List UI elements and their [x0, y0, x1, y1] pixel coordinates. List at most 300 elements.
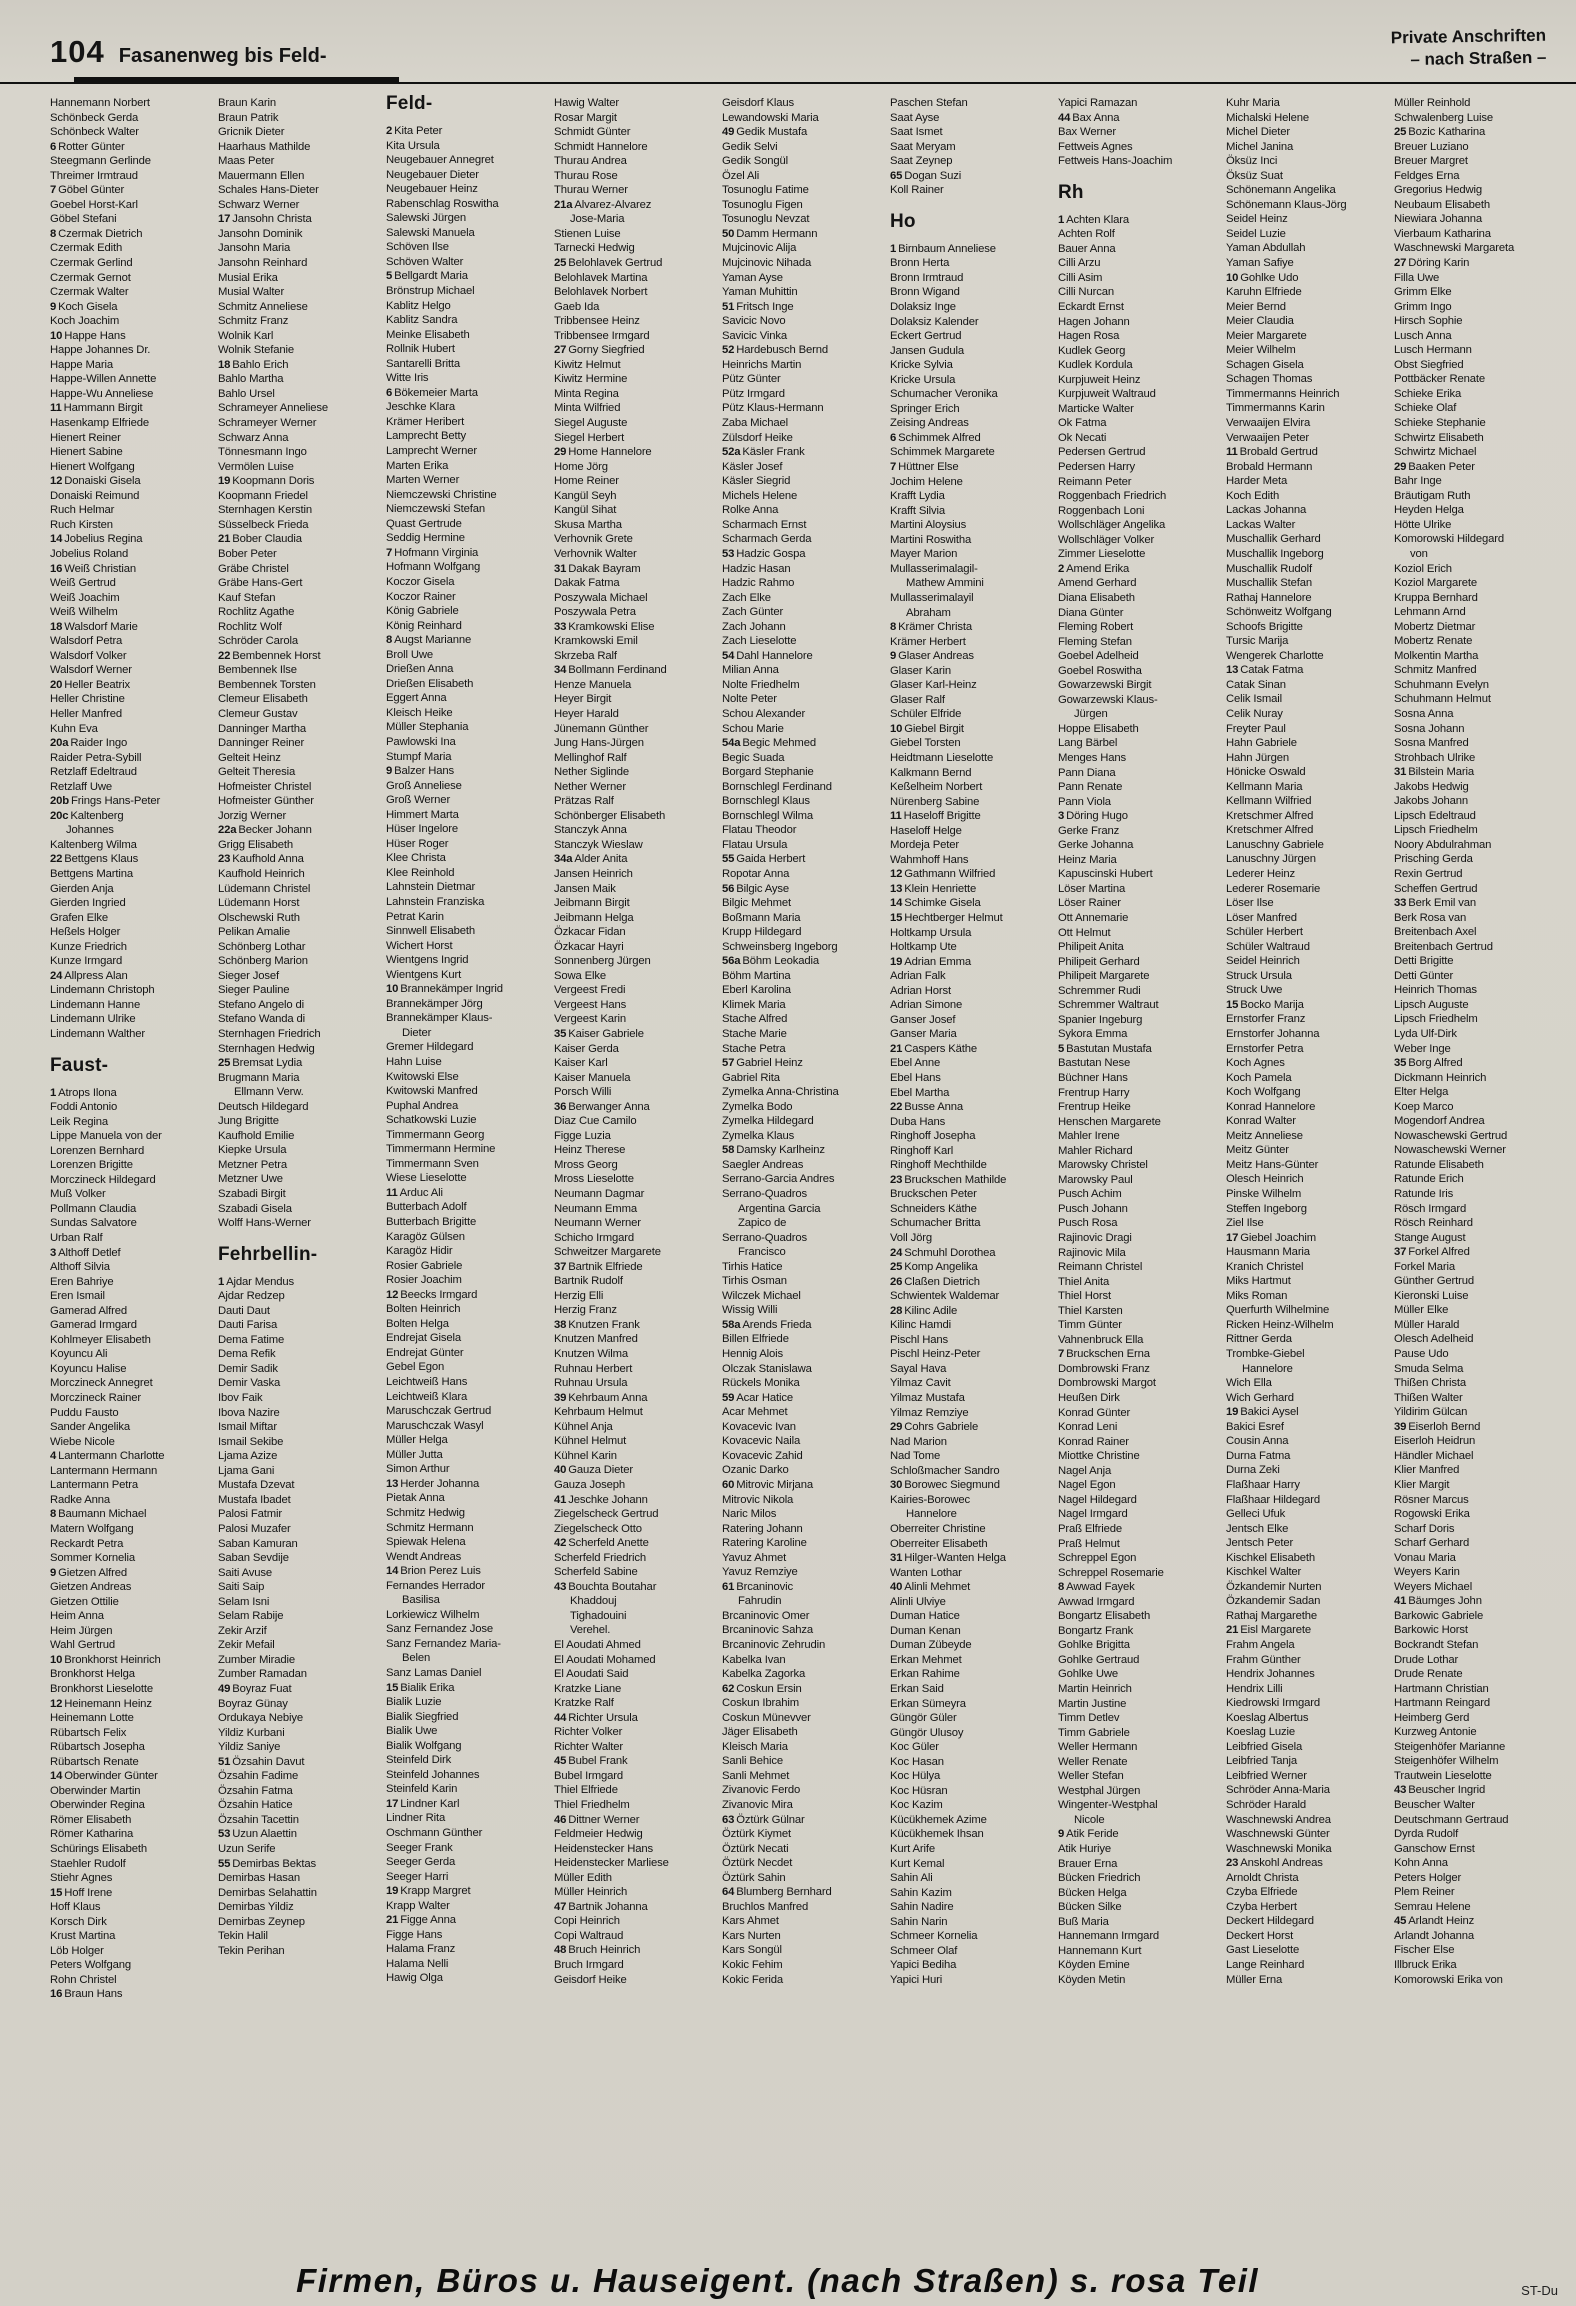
- directory-entry: Acar Mehmet: [722, 1406, 788, 1419]
- directory-entry: 17 Lindner Karl: [386, 1797, 460, 1810]
- directory-entry: Marten Erika: [386, 459, 449, 472]
- directory-entry: Arlandt Johanna: [1394, 1929, 1475, 1942]
- directory-entry: Puddu Fausto: [50, 1406, 119, 1419]
- directory-entry: Bartnik Rudolf: [554, 1275, 623, 1288]
- directory-entry: Drießen Elisabeth: [386, 677, 474, 690]
- directory-entry: Schieke Erika: [1394, 387, 1462, 400]
- directory-entry: Thißen Walter: [1394, 1391, 1463, 1404]
- house-number: 21: [386, 1914, 399, 1927]
- footer-corner-label: ST-Du: [1521, 2283, 1558, 2298]
- directory-entry: Pause Udo: [1394, 1348, 1449, 1361]
- directory-entry: Ganser Josef: [890, 1013, 956, 1026]
- house-number: 51: [722, 300, 735, 313]
- directory-entry: Oberwinder Martin: [50, 1784, 141, 1797]
- directory-entry: Bruchlos Manfred: [722, 1900, 809, 1913]
- directory-entry: Zekir Mefail: [218, 1639, 275, 1652]
- directory-entry: Verhovnik Grete: [554, 533, 633, 546]
- directory-entry: Eckardt Ernst: [1058, 301, 1124, 314]
- directory-entry: Thiel Anita: [1058, 1275, 1110, 1288]
- directory-entry: Milian Anna: [722, 664, 779, 677]
- directory-entry: Endrejat Günter: [386, 1346, 464, 1359]
- directory-entry: 36 Berwanger Anna: [554, 1100, 650, 1113]
- directory-entry: Poszywala Michael: [554, 591, 648, 604]
- directory-entry: Philipeit Margarete: [1058, 970, 1150, 983]
- directory-entry: Menges Hans: [1058, 751, 1127, 764]
- directory-entry: Sykora Emma: [1058, 1028, 1128, 1041]
- directory-entry: Wich Gerhard: [1226, 1391, 1294, 1404]
- directory-entry: Philipeit Gerhard: [1058, 955, 1140, 968]
- directory-entry: Sahin Narin: [890, 1915, 948, 1928]
- directory-entry: Knutzen Manfred: [554, 1333, 638, 1346]
- directory-entry: Radke Anna: [50, 1493, 111, 1506]
- directory-entry: Drude Renate: [1394, 1668, 1463, 1681]
- directory-entry: Ruch Kirsten: [50, 518, 113, 531]
- directory-entry: Konrad Hannelore: [1226, 1100, 1316, 1113]
- directory-entry: Kurzweg Antonie: [1394, 1726, 1477, 1739]
- directory-entry: Lackas Johanna: [1226, 504, 1307, 517]
- directory-entry: 22 Busse Anna: [890, 1101, 964, 1114]
- directory-entry: Wientgens Kurt: [386, 968, 462, 981]
- directory-entry: Hartmann Reingard: [1394, 1697, 1491, 1710]
- directory-entry: Pusch Achim: [1058, 1188, 1122, 1201]
- directory-entry: 24 Schmuhl Dorothea: [890, 1246, 996, 1259]
- directory-entry: Leichtweiß Hans: [386, 1376, 468, 1389]
- directory-entry: Wollschläger Volker: [1058, 533, 1155, 546]
- directory-entry: Koc Kazim: [890, 1799, 943, 1812]
- directory-entry: Schmitz Hedwig: [386, 1506, 465, 1519]
- directory-entry: Seidel Heinz: [1226, 213, 1288, 226]
- page-number: 104: [50, 34, 105, 69]
- house-number: 14: [50, 533, 63, 546]
- directory-entry: Rolke Anna: [722, 504, 779, 517]
- directory-entry: Mustafa Ibadet: [218, 1493, 291, 1506]
- directory-entry: 27 Gorny Siegfried: [554, 344, 645, 357]
- directory-entry: 34 Bollmann Ferdinand: [554, 664, 667, 677]
- directory-entry: Kudlek Kordula: [1058, 359, 1133, 372]
- page-footer: [0, 2262, 1576, 2304]
- directory-entry: Pütz Irmgard: [722, 387, 785, 400]
- directory-entry: Händler Michael: [1394, 1449, 1474, 1462]
- directory-entry-continuation: Verehel.: [570, 1624, 611, 1637]
- directory-entry: Serrano-Garcia Andres: [722, 1173, 835, 1186]
- directory-entry: 41 Jeschke Johann: [554, 1493, 648, 1506]
- house-number: 39: [1394, 1420, 1407, 1433]
- house-number: 31: [554, 562, 567, 575]
- house-number: 4: [50, 1450, 57, 1463]
- directory-entry: Ruch Helmar: [50, 504, 115, 517]
- directory-entry: Süsselbeck Frieda: [218, 518, 309, 531]
- directory-entry: 1 Atrops Ilona: [50, 1086, 117, 1099]
- directory-entry: Vahnenbruck Ella: [1058, 1333, 1144, 1346]
- house-number: 1: [890, 242, 897, 255]
- house-number: 9: [50, 300, 57, 313]
- directory-entry: Lüdemann Christel: [218, 882, 311, 895]
- directory-entry: Miks Roman: [1226, 1289, 1288, 1302]
- directory-entry: Fettweis Hans-Joachim: [1058, 155, 1173, 168]
- directory-entry: Struck Ursula: [1226, 969, 1292, 982]
- directory-entry: Hawig Olga: [386, 1972, 443, 1985]
- directory-entry: Plem Reiner: [1394, 1886, 1455, 1899]
- house-number: 29: [554, 446, 567, 459]
- directory-entry: Ljama Azize: [218, 1450, 278, 1463]
- directory-entry: 6 Schimmek Alfred: [890, 431, 981, 444]
- directory-entry: Dombrowski Margot: [1058, 1377, 1156, 1390]
- directory-entry: Saegler Andreas: [722, 1158, 804, 1171]
- directory-entry: Leibfried Gisela: [1226, 1740, 1303, 1753]
- directory-entry: Lusch Hermann: [1394, 344, 1472, 357]
- directory-entry: Bahlo Ursel: [218, 387, 275, 400]
- directory-entry: Ordukaya Nebiye: [218, 1712, 304, 1725]
- directory-entry: Bongartz Frank: [1058, 1624, 1134, 1637]
- directory-entry: Fernandes Herrador: [386, 1579, 486, 1592]
- directory-entry: Koch Wolfgang: [1226, 1086, 1301, 1099]
- directory-entry: Bücken Silke: [1058, 1901, 1122, 1914]
- directory-entry: Heller Manfred: [50, 707, 122, 720]
- directory-entry: Lanuschny Jürgen: [1226, 853, 1316, 866]
- directory-entry: Smuda Selma: [1394, 1362, 1464, 1375]
- directory-entry: Waschnewski Günter: [1226, 1828, 1330, 1841]
- house-number: 15: [890, 911, 903, 924]
- directory-entry: Nad Tome: [890, 1450, 941, 1463]
- directory-entry: Özel Ali: [722, 169, 760, 182]
- directory-entry: Schwarz Werner: [218, 198, 300, 211]
- directory-entry: Lorenzen Bernhard: [50, 1144, 145, 1157]
- house-number: 27: [1394, 257, 1407, 270]
- directory-entry-continuation: Zapico de: [738, 1217, 787, 1230]
- directory-entry: Brugmann Maria: [218, 1071, 300, 1084]
- directory-entry: Rochlitz Agathe: [218, 606, 295, 619]
- directory-entry: Czermak Gernot: [50, 271, 131, 284]
- directory-entry: Kudlek Georg: [1058, 344, 1126, 357]
- directory-entry: Vergeest Fredi: [554, 984, 626, 997]
- directory-entry: Krust Martina: [50, 1930, 116, 1943]
- directory-entry: Mauermann Ellen: [218, 169, 305, 182]
- directory-entry: Hötte Ulrike: [1394, 518, 1452, 531]
- directory-entry-continuation: Hannelore: [1242, 1362, 1293, 1375]
- house-number: 14: [50, 1770, 63, 1783]
- house-number: 13: [890, 882, 903, 895]
- directory-entry: Seidel Heinrich: [1226, 955, 1300, 968]
- directory-entry: Breitenbach Axel: [1394, 926, 1477, 939]
- directory-entry: Rathaj Margarethe: [1226, 1609, 1318, 1622]
- directory-entry: Lederer Rosemarie: [1226, 882, 1321, 895]
- directory-entry: Breitenbach Gertrud: [1394, 940, 1493, 953]
- directory-entry: Muschallik Rudolf: [1226, 562, 1312, 575]
- directory-entry: Miottke Christine: [1058, 1450, 1140, 1463]
- directory-entry: Santarelli Britta: [386, 357, 461, 370]
- directory-entry-continuation: Argentina Garcia: [738, 1202, 821, 1215]
- directory-entry: Pedersen Harry: [1058, 461, 1136, 474]
- directory-entry: 26 Claßen Dietrich: [890, 1275, 980, 1288]
- directory-entry: Figge Hans: [386, 1928, 443, 1941]
- directory-entry-continuation: Fahrudin: [738, 1595, 782, 1608]
- directory-entry: Savicic Novo: [722, 315, 786, 328]
- directory-entry: Mobertz Dietmar: [1394, 620, 1476, 633]
- directory-entry: Flaßhaar Harry: [1226, 1478, 1300, 1491]
- directory-entry: Ziel Ilse: [1226, 1217, 1264, 1230]
- directory-entry: Kablitz Sandra: [386, 314, 458, 327]
- directory-column: [554, 96, 716, 2002]
- directory-entry: Cilli Nurcan: [1058, 286, 1114, 299]
- directory-entry: Adrian Horst: [890, 984, 951, 997]
- directory-entry: Koc Hüsran: [890, 1784, 948, 1797]
- directory-entry: Selam Rabije: [218, 1610, 284, 1623]
- directory-entry: 61 Brcaninovic: [722, 1580, 794, 1593]
- house-number: 36: [554, 1100, 567, 1113]
- directory-entry: Sieger Pauline: [218, 984, 290, 997]
- directory-entry: Kleisch Heike: [386, 706, 453, 719]
- directory-entry: Celik Nuray: [1226, 707, 1283, 720]
- directory-entry: 5 Bastutan Mustafa: [1058, 1042, 1152, 1055]
- directory-entry: Adrian Simone: [890, 999, 963, 1012]
- directory-entry: 11 Haseloff Brigitte: [890, 810, 981, 823]
- directory-entry: 39 Kehrbaum Anna: [554, 1391, 648, 1404]
- directory-entry: 14 Schimke Gisela: [890, 897, 981, 910]
- directory-entry: Sosna Anna: [1394, 707, 1454, 720]
- directory-entry: Ok Fatma: [1058, 417, 1107, 430]
- directory-entry: Sinnwell Elisabeth: [386, 925, 475, 938]
- directory-entry: Steigenhöfer Wilhelm: [1394, 1755, 1499, 1768]
- directory-entry: Marowsky Paul: [1058, 1173, 1133, 1186]
- directory-entry: 4 Lantermann Charlotte: [50, 1450, 165, 1463]
- directory-entry: Frentrup Heike: [1058, 1101, 1131, 1114]
- directory-entry: Kars Songül: [722, 1944, 782, 1957]
- directory-entry: Schmitz Anneliese: [218, 300, 308, 313]
- directory-entry: Schales Hans-Dieter: [218, 184, 319, 197]
- directory-entry: Saiti Avuse: [218, 1566, 273, 1579]
- directory-entry: Pottbäcker Renate: [1394, 373, 1486, 386]
- directory-entry: Palosi Fatmir: [218, 1508, 282, 1521]
- directory-entry: Weyers Michael: [1394, 1580, 1473, 1593]
- directory-entry: Marowsky Christel: [1058, 1159, 1148, 1172]
- directory-entry: Himmert Marta: [386, 808, 459, 821]
- house-number: 29: [1394, 460, 1407, 473]
- directory-entry: Seidel Luzie: [1226, 227, 1286, 240]
- directory-entry: Celik Ismail: [1226, 693, 1282, 706]
- directory-entry: 22 Bettgens Klaus: [50, 853, 139, 866]
- directory-entry: Niewiara Johanna: [1394, 213, 1483, 226]
- directory-entry: 21 Figge Anna: [386, 1914, 456, 1927]
- directory-entry: 40 Alinli Mehmet: [890, 1581, 971, 1594]
- directory-entry: 1 Ajdar Mendus: [218, 1275, 295, 1288]
- directory-entry: 44 Bax Anna: [1058, 111, 1120, 124]
- directory-entry: Nolte Friedhelm: [722, 678, 800, 691]
- directory-entry: 15 Hechtberger Helmut: [890, 911, 1003, 924]
- directory-entry: Sommer Kornelia: [50, 1552, 136, 1565]
- directory-entry: Minta Regina: [554, 387, 619, 400]
- directory-entry: Lindemann Hanne: [50, 998, 141, 1011]
- directory-column: [218, 96, 380, 2002]
- directory-entry: Kauf Stefan: [218, 591, 276, 604]
- house-number: 23: [218, 853, 231, 866]
- directory-entry: Schoofs Brigitte: [1226, 620, 1303, 633]
- directory-entry: Koczor Rainer: [386, 590, 456, 603]
- directory-entry: Barkowic Horst: [1394, 1624, 1468, 1637]
- directory-entry: Pusch Johann: [1058, 1202, 1128, 1215]
- directory-entry: Nagel Hildegard: [1058, 1493, 1137, 1506]
- directory-entry: Schmeer Kornelia: [890, 1930, 978, 1943]
- directory-entry: Niemczewski Christine: [386, 488, 497, 501]
- directory-entry: Krafft Silvia: [890, 504, 945, 517]
- directory-entry: 55 Gaida Herbert: [722, 853, 806, 866]
- house-number: 8: [50, 227, 57, 240]
- directory-entry: Ratunde Erich: [1394, 1173, 1464, 1186]
- directory-entry: Berk Rosa van: [1394, 911, 1467, 924]
- directory-entry: Schreppel Rosemarie: [1058, 1566, 1164, 1579]
- directory-entry: Ernstorfer Petra: [1226, 1042, 1304, 1055]
- directory-entry: Lewandowski Maria: [722, 111, 819, 124]
- directory-entry: Kühnel Anja: [554, 1420, 613, 1433]
- page-header: [0, 0, 1576, 76]
- house-number: 1: [218, 1275, 225, 1288]
- directory-entry: 24 Allpress Alan: [50, 969, 128, 982]
- house-number: 9: [386, 765, 393, 778]
- house-number: 11: [890, 810, 902, 823]
- directory-entry: Coskun Münevver: [722, 1711, 811, 1724]
- directory-entry: Wiese Lieselotte: [386, 1172, 467, 1185]
- house-number: 52a: [722, 446, 741, 459]
- directory-entry: Butterbach Brigitte: [386, 1216, 477, 1229]
- directory-entry: Happe Maria: [50, 358, 114, 371]
- house-number: 15: [386, 1681, 399, 1694]
- directory-entry: Tirhis Osman: [722, 1275, 787, 1288]
- directory-entry: Schöven Walter: [386, 255, 464, 268]
- house-number: 49: [722, 126, 735, 139]
- directory-entry: 33 Berk Emil van: [1394, 897, 1477, 910]
- directory-entry: Breuer Margret: [1394, 155, 1468, 168]
- directory-entry: Kohlmeyer Elisabeth: [50, 1333, 151, 1346]
- directory-entry: Praß Elfriede: [1058, 1522, 1122, 1535]
- directory-entry: Pütz Klaus-Hermann: [722, 402, 824, 415]
- directory-entry: Öztürk Necdet: [722, 1857, 793, 1870]
- house-number: 63: [722, 1813, 735, 1826]
- directory-entry: 7 Bruckschen Erna: [1058, 1348, 1150, 1361]
- directory-entry: Scharmach Gerda: [722, 533, 812, 546]
- directory-entry: Ismail Miftar: [218, 1421, 277, 1434]
- house-number: 49: [218, 1682, 231, 1695]
- directory-entry: Grimm Elke: [1394, 286, 1452, 299]
- directory-entry: Prätzas Ralf: [554, 795, 614, 808]
- directory-entry: Günther Gertrud: [1394, 1275, 1475, 1288]
- directory-entry: Gremer Hildegard: [386, 1041, 474, 1054]
- directory-entry: Gerke Johanna: [1058, 839, 1134, 852]
- directory-entry: Ratering Karoline: [722, 1537, 807, 1550]
- house-number: 31: [890, 1552, 903, 1565]
- directory-entry: Rösner Marcus: [1394, 1493, 1469, 1506]
- directory-entry: Kita Ursula: [386, 139, 440, 152]
- header-rule-bar: [74, 77, 399, 83]
- directory-entry: Schweinsberg Ingeborg: [722, 940, 838, 953]
- directory-entry: Glaser Karl-Heinz: [890, 679, 977, 692]
- directory-entry: Barkowic Gabriele: [1394, 1609, 1484, 1622]
- directory-entry: Hüser Ingelore: [386, 823, 458, 836]
- directory-entry: Köyden Metin: [1058, 1973, 1126, 1986]
- directory-entry: Hofmeister Günther: [218, 795, 314, 808]
- directory-entry: Zymelka Hildegard: [722, 1115, 814, 1128]
- directory-entry: Kaiser Karl: [554, 1057, 608, 1070]
- directory-entry: 20a Raider Ingo: [50, 737, 128, 750]
- directory-entry: Kischkel Elisabeth: [1226, 1551, 1315, 1564]
- directory-entry: Löser Martina: [1058, 882, 1126, 895]
- directory-entry: Schuhmann Evelyn: [1394, 678, 1489, 691]
- directory-entry: Fleming Robert: [1058, 621, 1134, 634]
- directory-entry: Kangül Seyh: [554, 489, 617, 502]
- directory-entry: Kovacevic Naila: [722, 1435, 801, 1448]
- directory-entry: Meier Claudia: [1226, 315, 1294, 328]
- directory-entry: Pann Viola: [1058, 795, 1111, 808]
- directory-entry: Stefano Angelo di: [218, 998, 305, 1011]
- directory-entry: Saat Zeynep: [890, 155, 953, 168]
- directory-entry: Brcaninovic Zehrudin: [722, 1638, 826, 1651]
- directory-entry: 64 Blumberg Bernhard: [722, 1886, 832, 1899]
- directory-entry: Mustafa Dzevat: [218, 1479, 295, 1492]
- directory-entry: Peters Wolfgang: [50, 1959, 132, 1972]
- directory-entry: Trautwein Lieselotte: [1394, 1769, 1492, 1782]
- directory-entry: Bembennek Ilse: [218, 664, 297, 677]
- directory-entry: Fettweis Agnes: [1058, 140, 1133, 153]
- house-number: 10: [50, 1653, 63, 1666]
- directory-entry: Jung Hans-Jürgen: [554, 737, 644, 750]
- directory-entry: Yapici Bediha: [890, 1959, 957, 1972]
- house-number: 7: [50, 184, 57, 197]
- directory-entry: Saat Meryam: [890, 140, 956, 153]
- directory-entry: Heller Christine: [50, 693, 125, 706]
- directory-entry: Zaba Michael: [722, 417, 789, 430]
- directory-entry: Cousin Anna: [1226, 1435, 1289, 1448]
- directory-entry: Czermak Edith: [50, 242, 123, 255]
- directory-entry: Sieger Josef: [218, 969, 279, 982]
- directory-entry: Schöven Ilse: [386, 241, 449, 254]
- directory-entry: Verwaaijen Peter: [1226, 431, 1310, 444]
- directory-entry: Stumpf Maria: [386, 750, 452, 763]
- directory-entry: 44 Richter Ursula: [554, 1711, 638, 1724]
- directory-entry: 51 Fritsch Inge: [722, 300, 794, 313]
- directory-entry: Sanz Lamas Daniel: [386, 1666, 482, 1679]
- directory-entry: Meitz Günter: [1226, 1144, 1289, 1157]
- directory-entry: Jung Brigitte: [218, 1115, 279, 1128]
- directory-entry: Vonau Maria: [1394, 1551, 1456, 1564]
- directory-entry: Timmermann Sven: [386, 1157, 479, 1170]
- directory-entry: Nagel Anja: [1058, 1464, 1112, 1477]
- directory-entry: Hirsch Sophie: [1394, 315, 1463, 328]
- directory-entry: 7 Göbel Günter: [50, 184, 125, 197]
- house-number: 12: [50, 1697, 63, 1710]
- directory-entry: Gaeb Ida: [554, 300, 600, 313]
- directory-entry: 56a Böhm Leokadia: [722, 955, 819, 968]
- directory-entry: Krämer Herbert: [890, 635, 966, 648]
- directory-entry: Stefano Wanda di: [218, 1013, 305, 1026]
- directory-entry: Dolaksiz Inge: [890, 301, 956, 314]
- directory-entry: Staehler Rudolf: [50, 1857, 126, 1870]
- directory-entry: Pann Diana: [1058, 766, 1116, 779]
- directory-entry: 23 Anskohl Andreas: [1226, 1857, 1323, 1870]
- directory-entry: Koep Marco: [1394, 1100, 1454, 1113]
- directory-entry: Weber Inge: [1394, 1042, 1451, 1055]
- directory-entry: Meitz Hans-Günter: [1226, 1158, 1319, 1171]
- directory-entry: Ringhoff Josepha: [890, 1130, 976, 1143]
- house-number: 23: [890, 1173, 903, 1186]
- directory-entry: Clemeur Gustav: [218, 707, 298, 720]
- directory-entry: Obst Siegfried: [1394, 358, 1464, 371]
- house-number: 64: [722, 1886, 735, 1899]
- directory-entry: Schagen Gisela: [1226, 358, 1304, 371]
- house-number: 46: [554, 1813, 567, 1826]
- directory-entry: Tekin Perihan: [218, 1944, 285, 1957]
- directory-entry: Erkan Said: [890, 1682, 944, 1695]
- directory-entry: Deckert Horst: [1226, 1929, 1294, 1942]
- directory-entry: Schmeer Olaf: [890, 1944, 958, 1957]
- directory-entry: Saiti Saip: [218, 1581, 265, 1594]
